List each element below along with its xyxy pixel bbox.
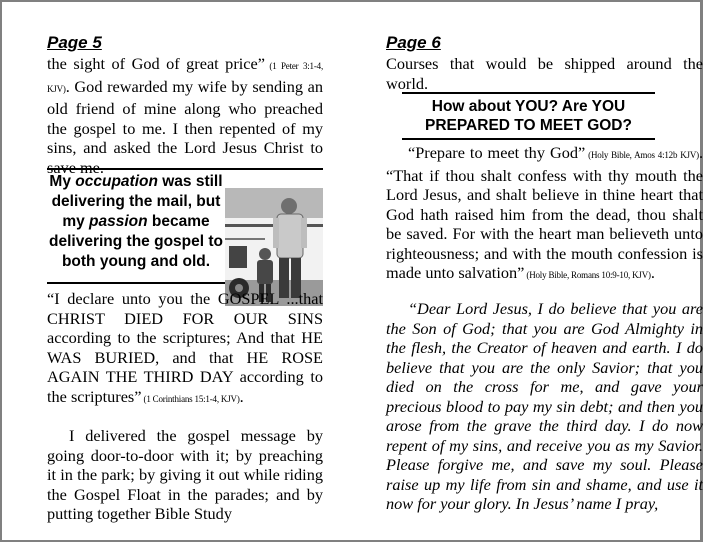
callout-rule-top: [402, 92, 655, 94]
text-run: .: [650, 263, 655, 282]
text-run: “I declare unto you the GOSPEL ...that CHRIST DIED FOR OUR SINS according to the scriptures; And that HE WAS BURIED, and that HE ROSE AGAIN THE THIRD DAY according to the scriptures”: [47, 289, 323, 406]
callout-line-1: How about YOU? Are YOU: [431, 98, 626, 115]
right-para-1: Courses that would be shipped around the world.: [386, 54, 703, 93]
right-para-2: [386, 143, 703, 286]
text-run: “Prepare to meet thy God”: [408, 143, 586, 162]
right-callout: [402, 92, 655, 142]
scripture-reference: (1 Peter 3:1-4, KJV): [47, 61, 323, 94]
scripture-reference: (Holy Bible, Romans 10:9-10, KJV): [524, 270, 651, 280]
text-run: the sight of God of great price”: [47, 54, 265, 73]
page-heading-right: Page 6: [386, 33, 441, 52]
left-para-3: I delivered the gospel message by going door-to-door with it; by preaching it in the park; by giving it out while riding the Gospel Float in the parades; and by putting together Bible Study: [47, 426, 323, 523]
text-run: was still delivering the mail, but my: [51, 173, 223, 230]
emphasis-text: passion: [89, 213, 148, 230]
left-para-2: [47, 289, 323, 409]
callout-text: [47, 172, 225, 272]
prayer-text: “Dear Lord Jesus, I do believe that you are the Son of God; that you are God Almighty in the flesh, the Creator of heaven and earth. I do believe that you are the only Savior; that you died on the cross for me, and gave your precious blood to pay my sin debt; and then you arose from the grave the third day. I do now repent of my sins, and receive you as my Savior. Please forgive me, and save my soul. Please raise up my life from sin and shame, and use it now for your glory. In Jesus’ name I pray,: [386, 299, 703, 513]
callout-rule-bottom: [47, 282, 225, 284]
page-heading-left: Page 5: [47, 33, 102, 52]
booklet-spread: [2, 2, 703, 540]
left-para-1: [47, 54, 323, 177]
text-run: .: [239, 386, 244, 406]
callout-rule-bottom: [402, 138, 655, 140]
text-run: My: [49, 173, 76, 190]
scripture-reference: (Holy Bible, Amos 4:12b KJV): [585, 150, 699, 160]
left-callout: [47, 168, 323, 284]
text-run: became delivering the gospel to both young and old.: [49, 213, 223, 270]
emphasis-text: occupation: [75, 173, 158, 190]
text-run: . “That if thou shalt confess with thy mouth the Lord Jesus, and shalt believe in thine heart that God hath raised him from the dead, thou shalt be saved. For with the heart man believeth unto righteousness; and with the mouth confession is made unto salvation”: [386, 143, 703, 282]
text-run: . God rewarded my wife by sending an old friend of mine along who preached the gospel to me. I then repented of my sins, and asked the Lord Jesus Christ to save me.: [47, 76, 323, 177]
callout-line-2: PREPARED TO MEET GOD?: [425, 117, 632, 134]
callout-rule-top: [47, 168, 323, 170]
scripture-reference: (1 Corinthians 15:1-4, KJV): [141, 393, 240, 404]
